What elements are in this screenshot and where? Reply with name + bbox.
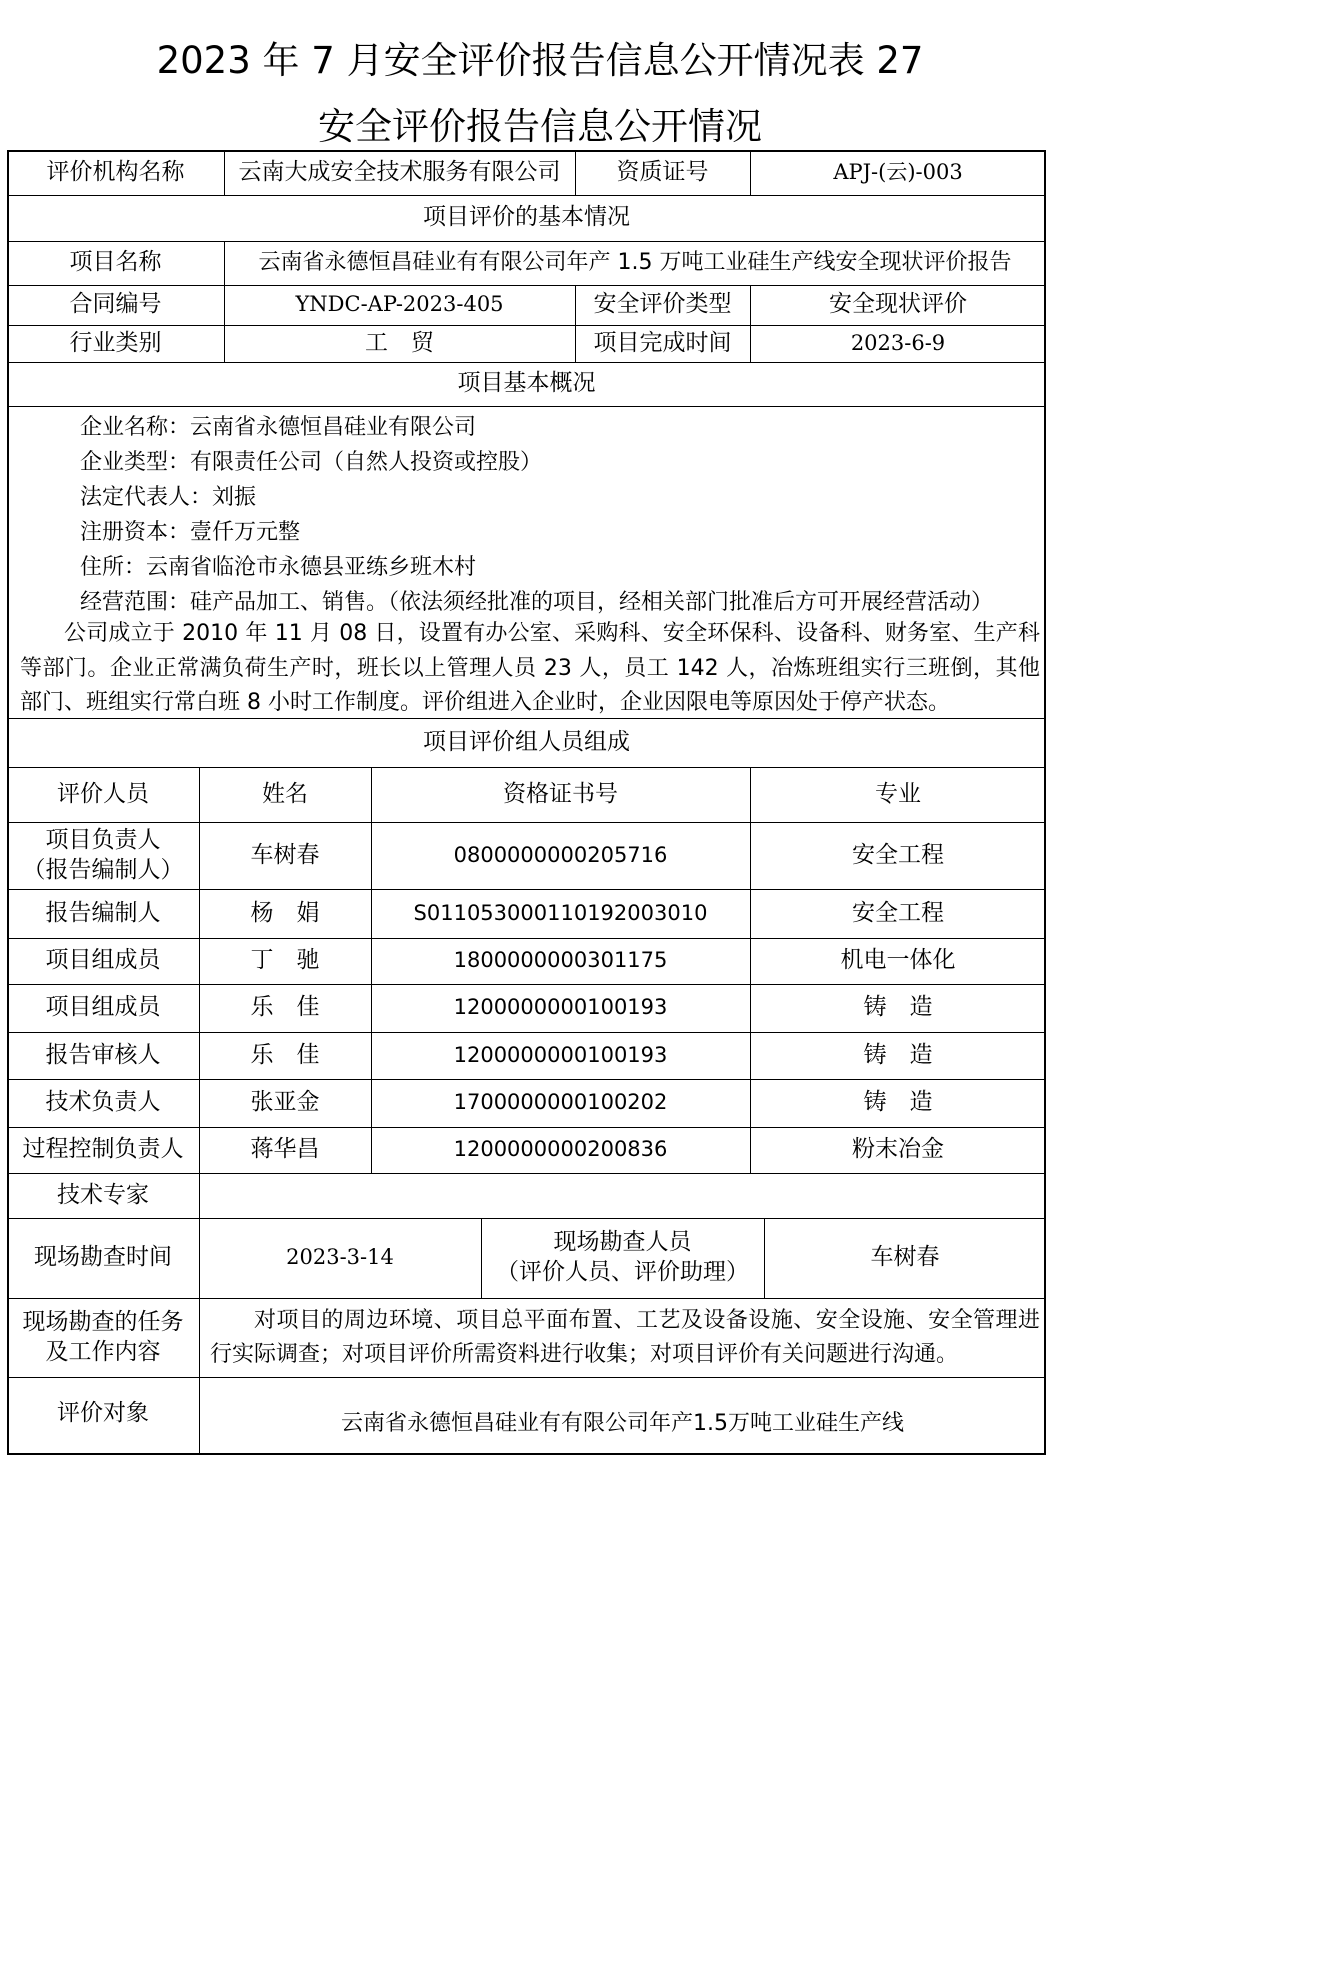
- overview-description: [20, 617, 1040, 721]
- table-row-name: 张亚金: [250, 1089, 320, 1116]
- role-subtitle: （报告编制人）: [22, 856, 184, 883]
- industry-label: 行业类别: [69, 329, 162, 356]
- col-header-major: 专业: [875, 780, 921, 807]
- expert-label: 技术专家: [57, 1181, 149, 1208]
- target-label: 评价对象: [57, 1400, 149, 1426]
- overview-company-name: 企业名称：云南省永德恒昌硅业有限公司: [80, 415, 477, 440]
- overview-legal-rep: 法定代表人：刘振: [80, 485, 257, 510]
- survey-task-text: 对项目的周边环境、项目总平面布置、工艺及设备设施、安全设施、安全管理进行实际调查；对项目评价所需资料进行收集；对项目评价有关问题进行沟通。: [210, 1308, 1040, 1367]
- table-row-name: 蒋华昌: [250, 1136, 320, 1163]
- table-row-role: [7, 822, 199, 889]
- section-heading-basic: 项目评价的基本情况: [423, 204, 630, 231]
- table-row-cert: 1200000000100193: [453, 1042, 668, 1067]
- col-header-name: 姓名: [262, 780, 308, 807]
- org-name: 云南大成安全技术服务有限公司: [238, 158, 561, 185]
- overview-scope: 经营范围：硅产品加工、销售。（依法须经批准的项目，经相关部门批准后方可开展经营活动）: [80, 590, 994, 615]
- cert-label: 资质证号: [616, 158, 709, 185]
- industry: 工 贸: [365, 329, 434, 356]
- table-row-cert: 1700000000100202: [453, 1090, 668, 1115]
- table-row-cert: 1200000000200836: [453, 1137, 668, 1162]
- contract-number: YNDC-AP-2023-405: [295, 292, 504, 317]
- table-row-role: 过程控制负责人: [22, 1136, 184, 1163]
- overview-company-type: 企业类型：有限责任公司（自然人投资或控股）: [80, 450, 543, 475]
- table-row-name: 乐 佳: [250, 994, 320, 1021]
- row-divider: [7, 406, 1046, 407]
- project-name: 云南省永德恒昌硅业有有限公司年产 1.5 万吨工业硅生产线安全现状评价报告: [258, 249, 1012, 275]
- survey-task-subtitle: 及工作内容: [45, 1338, 161, 1365]
- survey-staff: 车树春: [870, 1244, 940, 1271]
- table-row-major: 铸 造: [863, 994, 933, 1021]
- table-row-name: 丁 驰: [250, 947, 320, 974]
- survey-task-title: 现场勘查的任务: [22, 1308, 184, 1335]
- completion-label: 项目完成时间: [593, 329, 732, 356]
- table-row-cert: 1200000000100193: [453, 995, 668, 1020]
- role-title: 项目负责人: [45, 826, 161, 853]
- table-row-role: 项目组成员: [45, 994, 161, 1021]
- survey-time-label: 现场勘查时间: [34, 1244, 172, 1271]
- table-row-role: 项目组成员: [45, 947, 161, 974]
- table-row-major: 铸 造: [863, 1089, 933, 1116]
- table-row-role: 报告审核人: [45, 1041, 161, 1068]
- eval-type-label: 安全评价类型: [593, 291, 732, 318]
- table-row-name: 乐 佳: [250, 1041, 320, 1068]
- survey-staff-label: [481, 1218, 764, 1298]
- target-value: 云南省永德恒昌硅业有有限公司年产1.5万吨工业硅生产线: [341, 1411, 904, 1437]
- survey-staff-subtitle: （评价人员、评价助理）: [496, 1259, 749, 1285]
- survey-task-label: [7, 1298, 199, 1377]
- section-heading-overview: 项目基本概况: [457, 370, 596, 397]
- table-row-cert: 0800000000205716: [453, 842, 668, 867]
- table-row-cert: 1800000000301175: [453, 948, 668, 973]
- org-label: 评价机构名称: [46, 158, 185, 185]
- table-row-major: 粉末冶金: [852, 1136, 944, 1163]
- section-heading-team: 项目评价组人员组成: [423, 728, 630, 755]
- table-row-cert: S011053000110192003010: [413, 900, 708, 925]
- table-row-major: 安全工程: [852, 899, 944, 926]
- eval-type: 安全现状评价: [829, 291, 967, 318]
- col-header-role: 评价人员: [57, 780, 149, 807]
- table-row-role: 报告编制人: [45, 899, 161, 926]
- table-row-major: 铸 造: [863, 1041, 933, 1068]
- table-row-role: 技术负责人: [45, 1089, 161, 1116]
- table-row-major: 机电一体化: [840, 947, 956, 974]
- survey-time: 2023-3-14: [286, 1245, 394, 1270]
- project-name-label: 项目名称: [69, 249, 162, 276]
- overview-address: 住所：云南省临沧市永德县亚练乡班木村: [80, 555, 477, 580]
- overview-capital: 注册资本：壹仟万元整: [80, 520, 301, 545]
- overview-description-text: 公司成立于 2010 年 11 月 08 日，设置有办公室、采购科、安全环保科、设备科、财务室、生产科等部门。企业正常满负荷生产时，班长以上管理人员 23 人，员工 142 人，冶炼班组实行三班倒，其他部门、班组实行常白班 8 小时工作制度。评价组进入企业时，企业因限电等原因处于停产状态。: [20, 621, 1040, 715]
- survey-task-content: [210, 1304, 1040, 1372]
- contract-label: 合同编号: [69, 291, 162, 318]
- table-row-major: 安全工程: [852, 841, 944, 868]
- completion-date: 2023-6-9: [850, 330, 946, 355]
- table-row-name: 杨 娟: [250, 899, 320, 926]
- document-subtitle: 安全评价报告信息公开情况: [318, 105, 762, 148]
- expert-value: [199, 1173, 1046, 1218]
- table-row-name: 车树春: [250, 841, 320, 868]
- cert-number: APJ-(云)-003: [833, 159, 963, 184]
- col-header-cert: 资格证书号: [503, 780, 618, 807]
- document-title: 2023 年 7 月安全评价报告信息公开情况表 27: [156, 39, 924, 82]
- survey-staff-title: 现场勘查人员: [553, 1229, 692, 1256]
